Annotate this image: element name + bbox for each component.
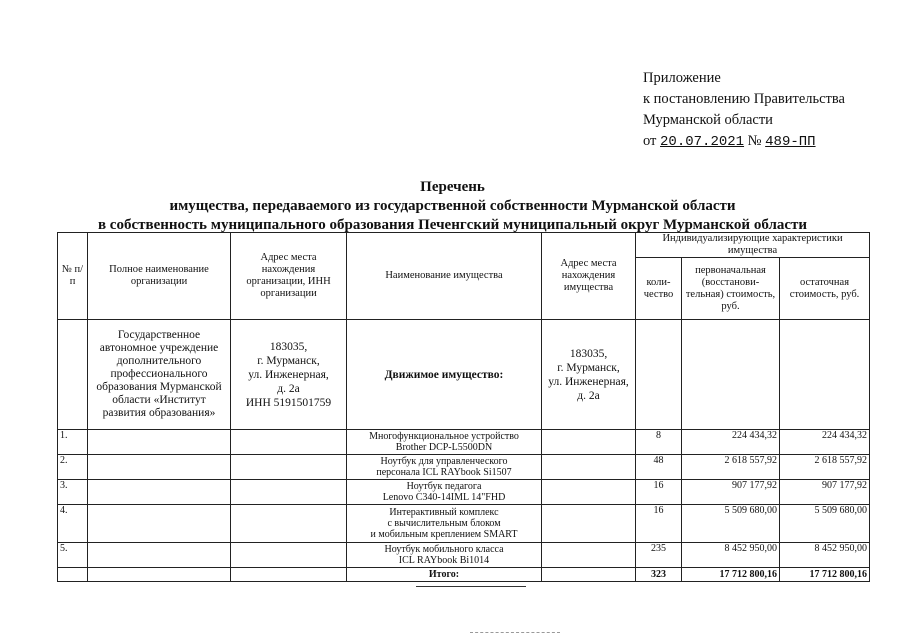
address-line: ул. Инженерная, [248, 368, 329, 381]
org-address [231, 320, 347, 430]
header-residual-cost: остаточная стоимость, руб. [780, 258, 870, 320]
table-row [58, 430, 870, 455]
table-row [58, 480, 870, 505]
item-initial-cost: 2 618 557,92 [682, 455, 780, 480]
header-property-name: Наименование имущества [347, 233, 542, 320]
total-initial-cost: 17 712 800,16 [682, 568, 780, 582]
item-residual-cost: 8 452 950,00 [780, 543, 870, 568]
item-name [347, 480, 542, 505]
decree-date: 20.07.2021 [660, 134, 745, 150]
item-initial-cost: 8 452 950,00 [682, 543, 780, 568]
appendix-line: Приложение [643, 70, 721, 86]
item-name [347, 455, 542, 480]
item-initial-cost: 907 177,92 [682, 480, 780, 505]
header-org-address: Адрес места нахождения организации, ИНН организации [231, 233, 347, 320]
title-line: имущества, передаваемого из государственной собственности Мурманской области [169, 198, 736, 214]
item-name [347, 505, 542, 543]
decree-number: 489-ПП [765, 134, 816, 150]
row-num: 2. [58, 455, 88, 480]
item-residual-cost: 5 509 680,00 [780, 505, 870, 543]
address-line: г. Мурманск, [257, 354, 320, 367]
total-label: Итого: [347, 568, 542, 582]
item-name-line: персонала ICL RAYbook Si1507 [376, 467, 512, 478]
property-address [542, 320, 636, 430]
item-residual-cost: 2 618 557,92 [780, 455, 870, 480]
appendix-line: к постановлению Правительства [643, 91, 845, 107]
title-line: в собственность муниципального образования Печенгский муниципальный округ Мурманской области [97, 217, 808, 233]
item-name-line: Brother DCP-L5500DN [395, 442, 493, 453]
header-characteristics: Индивидуализирующие характеристики имущества [636, 233, 870, 258]
address-line: ул. Инженерная, [548, 375, 629, 388]
org-inn: ИНН 5191501759 [245, 396, 332, 409]
item-residual-cost: 224 434,32 [780, 430, 870, 455]
item-initial-cost: 224 434,32 [682, 430, 780, 455]
item-residual-cost: 907 177,92 [780, 480, 870, 505]
item-qty: 235 [636, 543, 682, 568]
row-num: 1. [58, 430, 88, 455]
appendix-date-line [643, 131, 845, 153]
item-qty: 16 [636, 505, 682, 543]
date-prefix: от [643, 133, 657, 149]
header-quantity: коли-чество [636, 258, 682, 320]
item-name [347, 543, 542, 568]
title-line: Перечень [420, 179, 485, 195]
address-line: 183035, [569, 347, 608, 360]
item-name-line: с вычислительным блоком [387, 518, 501, 529]
item-name-line: Ноутбук мобильного класса [384, 544, 504, 555]
item-name-line: Ноутбук для управленческого [380, 456, 508, 467]
total-qty: 323 [636, 568, 682, 582]
org-row [58, 320, 870, 430]
number-prefix: № [747, 133, 762, 149]
property-table [57, 232, 870, 582]
document-title [0, 178, 905, 235]
item-name-line: Интерактивный комплекс [389, 507, 499, 518]
closing-rule [416, 586, 526, 587]
header-num: № п/п [58, 233, 88, 320]
item-name-line: Многофункциональное устройство [369, 431, 519, 442]
item-name-line: и мобильным креплением SMART [370, 529, 518, 540]
header-org-name: Полное наименование организации [88, 233, 231, 320]
header-initial-cost: первоначальная (восстанови-тельная) стоимость, руб. [682, 258, 780, 320]
total-row [58, 568, 870, 582]
appendix-line: Мурманской области [643, 112, 773, 128]
table-row [58, 543, 870, 568]
table-row [58, 505, 870, 543]
item-name-line: Ноутбук педагога [406, 481, 482, 492]
address-line: д. 2а [577, 389, 600, 402]
section-label: Движимое имущество: [347, 320, 542, 430]
table-row [58, 455, 870, 480]
address-line: д. 2а [277, 382, 300, 395]
scan-artifact-line [470, 632, 560, 633]
row-num: 4. [58, 505, 88, 543]
address-line: 183035, [269, 340, 308, 353]
item-qty: 16 [636, 480, 682, 505]
header-property-address: Адрес места нахождения имущества [542, 233, 636, 320]
item-name-line: Lenovo C340-14IML 14"FHD [382, 492, 506, 503]
item-name-line: ICL RAYbook Bi1014 [398, 555, 490, 566]
row-num: 3. [58, 480, 88, 505]
row-num: 5. [58, 543, 88, 568]
item-name [347, 430, 542, 455]
item-initial-cost: 5 509 680,00 [682, 505, 780, 543]
address-line: г. Мурманск, [557, 361, 620, 374]
item-qty: 8 [636, 430, 682, 455]
item-qty: 48 [636, 455, 682, 480]
total-residual-cost: 17 712 800,16 [780, 568, 870, 582]
org-name: Государственное автономное учреждение дополнительного профессионального образования Мурманской области «Институт развития образования» [88, 320, 231, 430]
appendix-block [643, 68, 845, 153]
